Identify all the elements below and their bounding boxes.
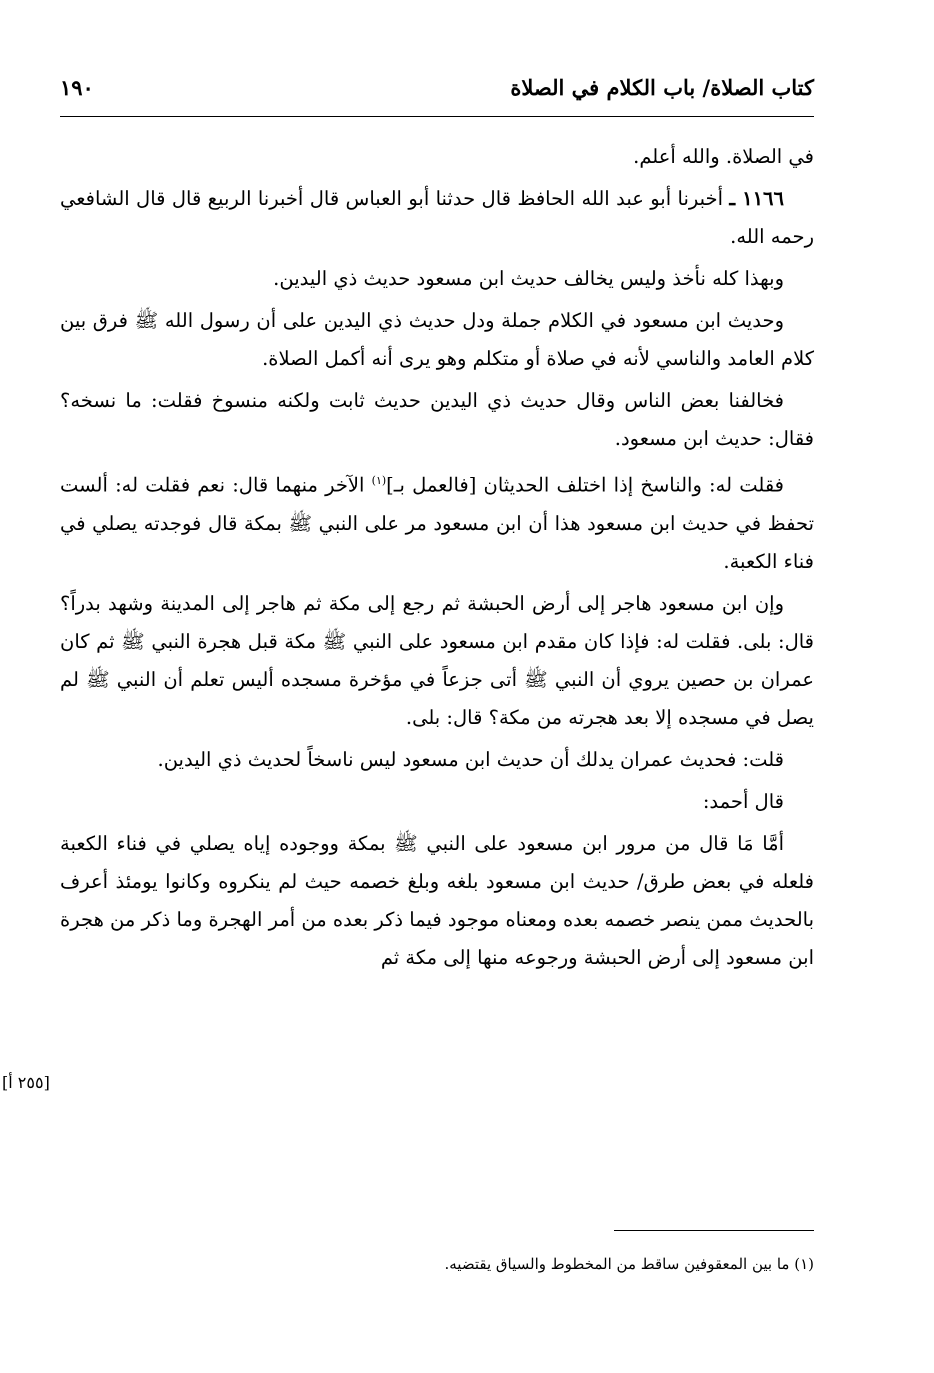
running-title: كتاب الصلاة/ باب الكلام في الصلاة — [510, 75, 814, 100]
paragraph: فخالفنا بعض الناس وقال حديث ذي اليدين حديث ثابت ولكنه منسوخ فقلت: ما نسخه؟ فقال: حديث ابن مسعود. — [60, 389, 814, 450]
paragraph: في الصلاة. والله أعلم. — [633, 145, 814, 168]
main-text — [60, 138, 814, 981]
header-divider — [60, 116, 814, 117]
paragraph-text: الآخر منهما قال: نعم فقلت له: ألست تحفظ في حديث ابن مسعود هذا أن ابن مسعود مر على النبي ﷺ بمكة قال فوجدته يصلي في فناء الكعبة. — [60, 473, 814, 573]
paragraph: قال أحمد: — [702, 789, 784, 813]
paragraph: قلت: فحديث عمران يدلك أن حديث ابن مسعود ليس ناسخاً لحديث ذي اليدين. — [157, 747, 784, 771]
book-page — [2, 60, 814, 1360]
page-header — [60, 72, 814, 104]
paragraph: وبهذا كله نأخذ وليس يخالف حديث ابن مسعود حديث ذي اليدين. — [273, 267, 784, 290]
paragraph — [60, 180, 814, 256]
footnote-divider — [614, 1230, 814, 1231]
footnote: (١) ما بين المعقوفين ساقط من المخطوط والسياق يقتضيه. — [444, 1255, 814, 1273]
hadith-number: ١١٦٦ ـ — [729, 187, 784, 210]
paragraph-text: فقلت له: والناسخ إذا اختلف الحديثان [فالعمل بـ] — [386, 473, 784, 497]
paragraph: وحديث ابن مسعود في الكلام جملة ودل حديث ذي اليدين على أن رسول الله ﷺ فرق بين كلام العامد والناسي لأنه في صلاة أو متكلم وهو يرى أنه أكمل الصلاة. — [60, 309, 814, 370]
footnote-marker: (١) — [371, 474, 387, 487]
paragraph: وإن ابن مسعود هاجر إلى أرض الحبشة ثم رجع إلى مكة ثم هاجر إلى المدينة وشهد بدراً؟ قال: بلى. فقلت له: فإذا كان مقدم ابن مسعود على النبي ﷺ مكة قبل هجرة النبي ﷺ ثم كان عمران بن حصين يروي أن النبي ﷺ أتى جزعاً في مؤخرة مسجده أليس تعلم أن النبي ﷺ لم يصل في مسجده إلا بعد هجرته من مكة؟ قال: بلى. — [60, 591, 814, 729]
page-number: ١٩٠ — [60, 75, 94, 100]
paragraph-text: أخبرنا أبو عبد الله الحافظ قال حدثنا أبو العباس قال أخبرنا الربيع قال قال الشافعي رحمه الله. — [60, 187, 814, 248]
paragraph — [60, 462, 814, 581]
paragraph: أمَّا مَا قال من مرور ابن مسعود على النبي ﷺ بمكة ووجوده إياه يصلي في فناء الكعبة فلعله في بعض طرق/ حديث ابن مسعود بلغه وبلغ خصمه حيث لم ينكروه وكانوا يومئذ أعرف بالحديث ممن ينصر خصمه بعده ومعناه موجود فيما ذكر بعده من أمر الهجرة وما ذكر من هجرة ابن مسعود إلى أرض الحبشة ورجوعه منها إلى مكة ثم — [60, 831, 814, 969]
manuscript-folio-marker: [٢٥٥ أ] — [2, 1073, 50, 1092]
